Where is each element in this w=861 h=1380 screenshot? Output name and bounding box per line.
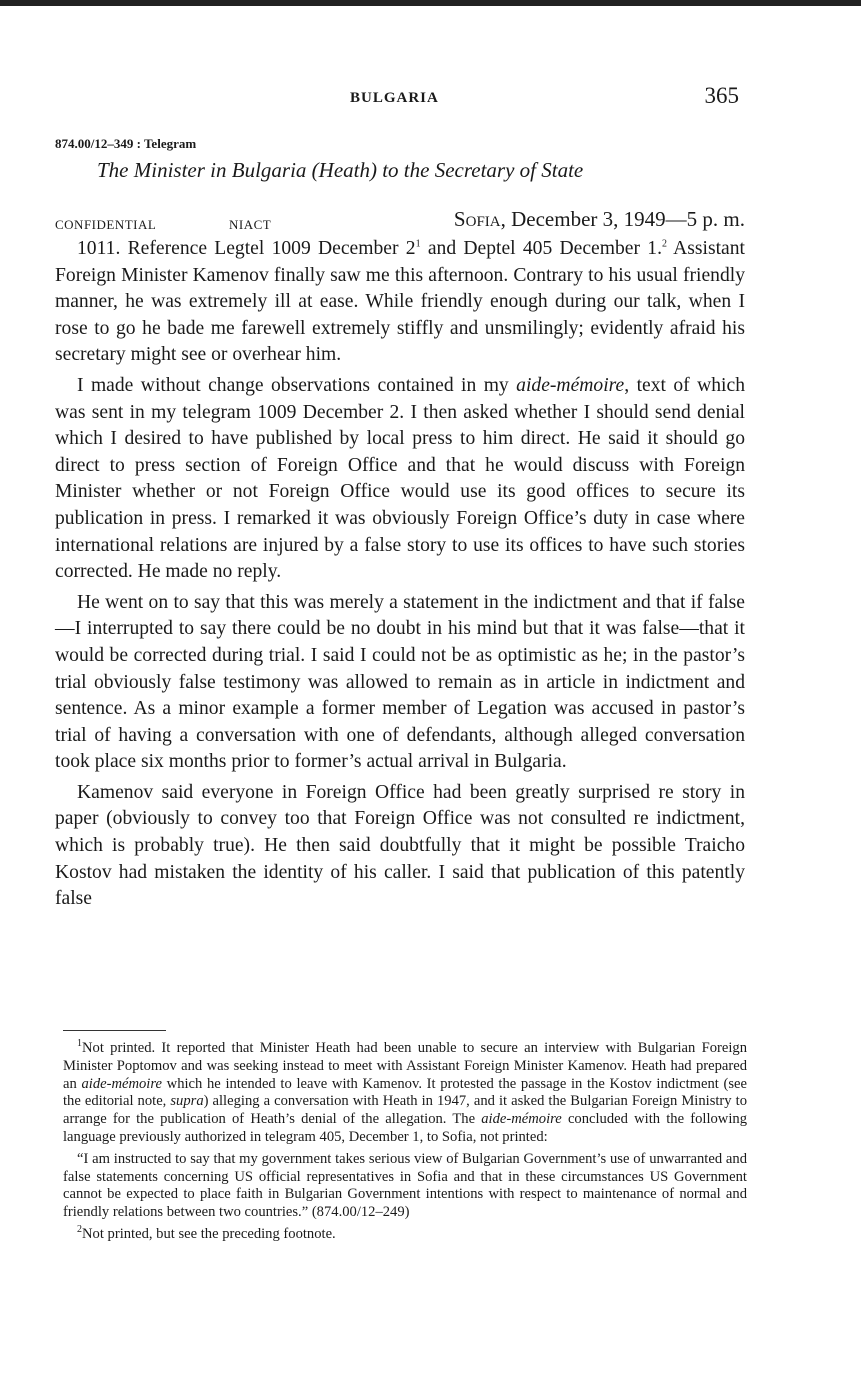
footnote-1-mark: 1 bbox=[77, 1038, 82, 1050]
page-number: 365 bbox=[704, 83, 739, 108]
fn1-text-a: Not printed. It reported that Minister Heath had been unable to secure an interview with Bulgarian Foreign Minister Poptomov and was seeking instead to meet with Assistant Foreign Minister Kamenov. Heath had prepared an bbox=[63, 1040, 747, 1092]
footnote-2-mark: 2 bbox=[77, 1224, 82, 1236]
body-paragraph-1 bbox=[55, 236, 745, 369]
p1-text-a: 1011. Reference Legtel 1009 December 2 bbox=[77, 238, 416, 259]
fn1-italic-3: aide-mémoire bbox=[481, 1111, 562, 1128]
footnote-1 bbox=[63, 1040, 747, 1147]
precedence-label: NIACT bbox=[229, 217, 272, 232]
footnote-1-quote: “I am instructed to say that my government takes serious view of Bulgarian Government’s use of unwarranted and false statements concerning US official representatives in Sofia and that in these circumstances US Government cannot be expected to place faith in Bulgarian Government intentions with respect to maintenance of normal and friendly relations between two countries.” (874.00/12–249) bbox=[63, 1150, 747, 1221]
footnote-2 bbox=[63, 1226, 747, 1244]
footnotes bbox=[63, 1040, 747, 1248]
fn1-text-b: which he intended to leave with Kamenov. It protested the passage in the Kostov indictment (see the editorial note, bbox=[63, 1075, 747, 1110]
body-paragraph-2 bbox=[55, 373, 745, 586]
date-time: , December 3, 1949—5 p. m. bbox=[500, 207, 745, 231]
document-title: The Minister in Bulgaria (Heath) to the Secretary of State bbox=[97, 158, 584, 182]
fn2-text: Not printed, but see the preceding footnote. bbox=[82, 1225, 336, 1242]
fn1-italic-1: aide-mémoire bbox=[81, 1075, 162, 1092]
body-paragraph-4: Kamenov said everyone in Foreign Office had been greatly surprised re story in paper (obviously to convey too that Foreign Office was not consulted re indictment, which is probably true). He then said doubtfully that it might be possible Traicho Kostov had mistaken the identity of his caller. I said that publication of this patently false bbox=[55, 781, 745, 910]
p2-text-b: , text of which was sent in my telegram 1009 December 2. I then asked whether I should send denial which I desired to have published by local press to him direct. He said it should go direct to press section of Foreign Office and that he would discuss with Foreign Minister whether or not Foreign Office would use its good offices to secure its publication in press. I remarked it was obviously Foreign Office’s duty in case where international relations are injured by a false story to use its offices to have such stories corrected. He made no reply. bbox=[55, 374, 745, 583]
telegram-body bbox=[55, 236, 745, 917]
p2-text-a: I made without change observations contained in my bbox=[77, 374, 517, 396]
p1-text-b: and Deptel 405 December 1. bbox=[420, 238, 662, 259]
fn1-text-d: concluded with the following language previously authorized in telegram 405, December 1, to Sofia, not printed: bbox=[63, 1111, 747, 1145]
place-rest: ofia bbox=[465, 207, 501, 231]
running-title: BULGARIA bbox=[350, 90, 439, 106]
p2-italic: aide-mémoire bbox=[516, 374, 625, 396]
telegram-meta-line bbox=[55, 207, 745, 235]
place-initial: S bbox=[453, 207, 466, 231]
footnote-separator bbox=[63, 1030, 166, 1031]
classification-label: CONFIDENTIAL bbox=[55, 217, 157, 232]
footnote-ref-2: 2 bbox=[661, 238, 667, 250]
running-head bbox=[55, 0, 745, 120]
footnote-ref-1: 1 bbox=[415, 238, 421, 250]
p1-text-c: Assistant Foreign Minister Kamenov finally saw me this afternoon. Contrary to his usual friendly manner, he was extremely ill at ease. While friendly enough during our talk, when I rose to go he bade me farewell extremely stiffly and unsmilingly; evidently afraid his secretary might see or overhear him. bbox=[55, 238, 745, 366]
fn1-italic-2: supra bbox=[170, 1093, 204, 1110]
file-reference: 874.00/12–349 : Telegram bbox=[55, 136, 197, 151]
body-paragraph-3: He went on to say that this was merely a statement in the indictment and that if false—I interrupted to say there could be no doubt in his mind but that it was false—that it would be corrected during trial. I said I could not be as optimistic as he; in the pastor’s trial obviously false testimony was allowed to remain as in article in indictment and sentence. As a minor example a former member of Legation was accused in pastor’s trial of having a conversation with one of defendants, although alleged conversation took place six months prior to former’s actual arrival in Bulgaria. bbox=[55, 591, 745, 773]
fn1-text-c: ) alleging a conversation with Heath in 1947, and it asked the Bulgarian Foreign Ministry to arrange for the publication of Heath’s denial of the allegation. The bbox=[63, 1093, 747, 1128]
document-page bbox=[55, 0, 747, 1242]
place-date-line bbox=[454, 207, 745, 232]
